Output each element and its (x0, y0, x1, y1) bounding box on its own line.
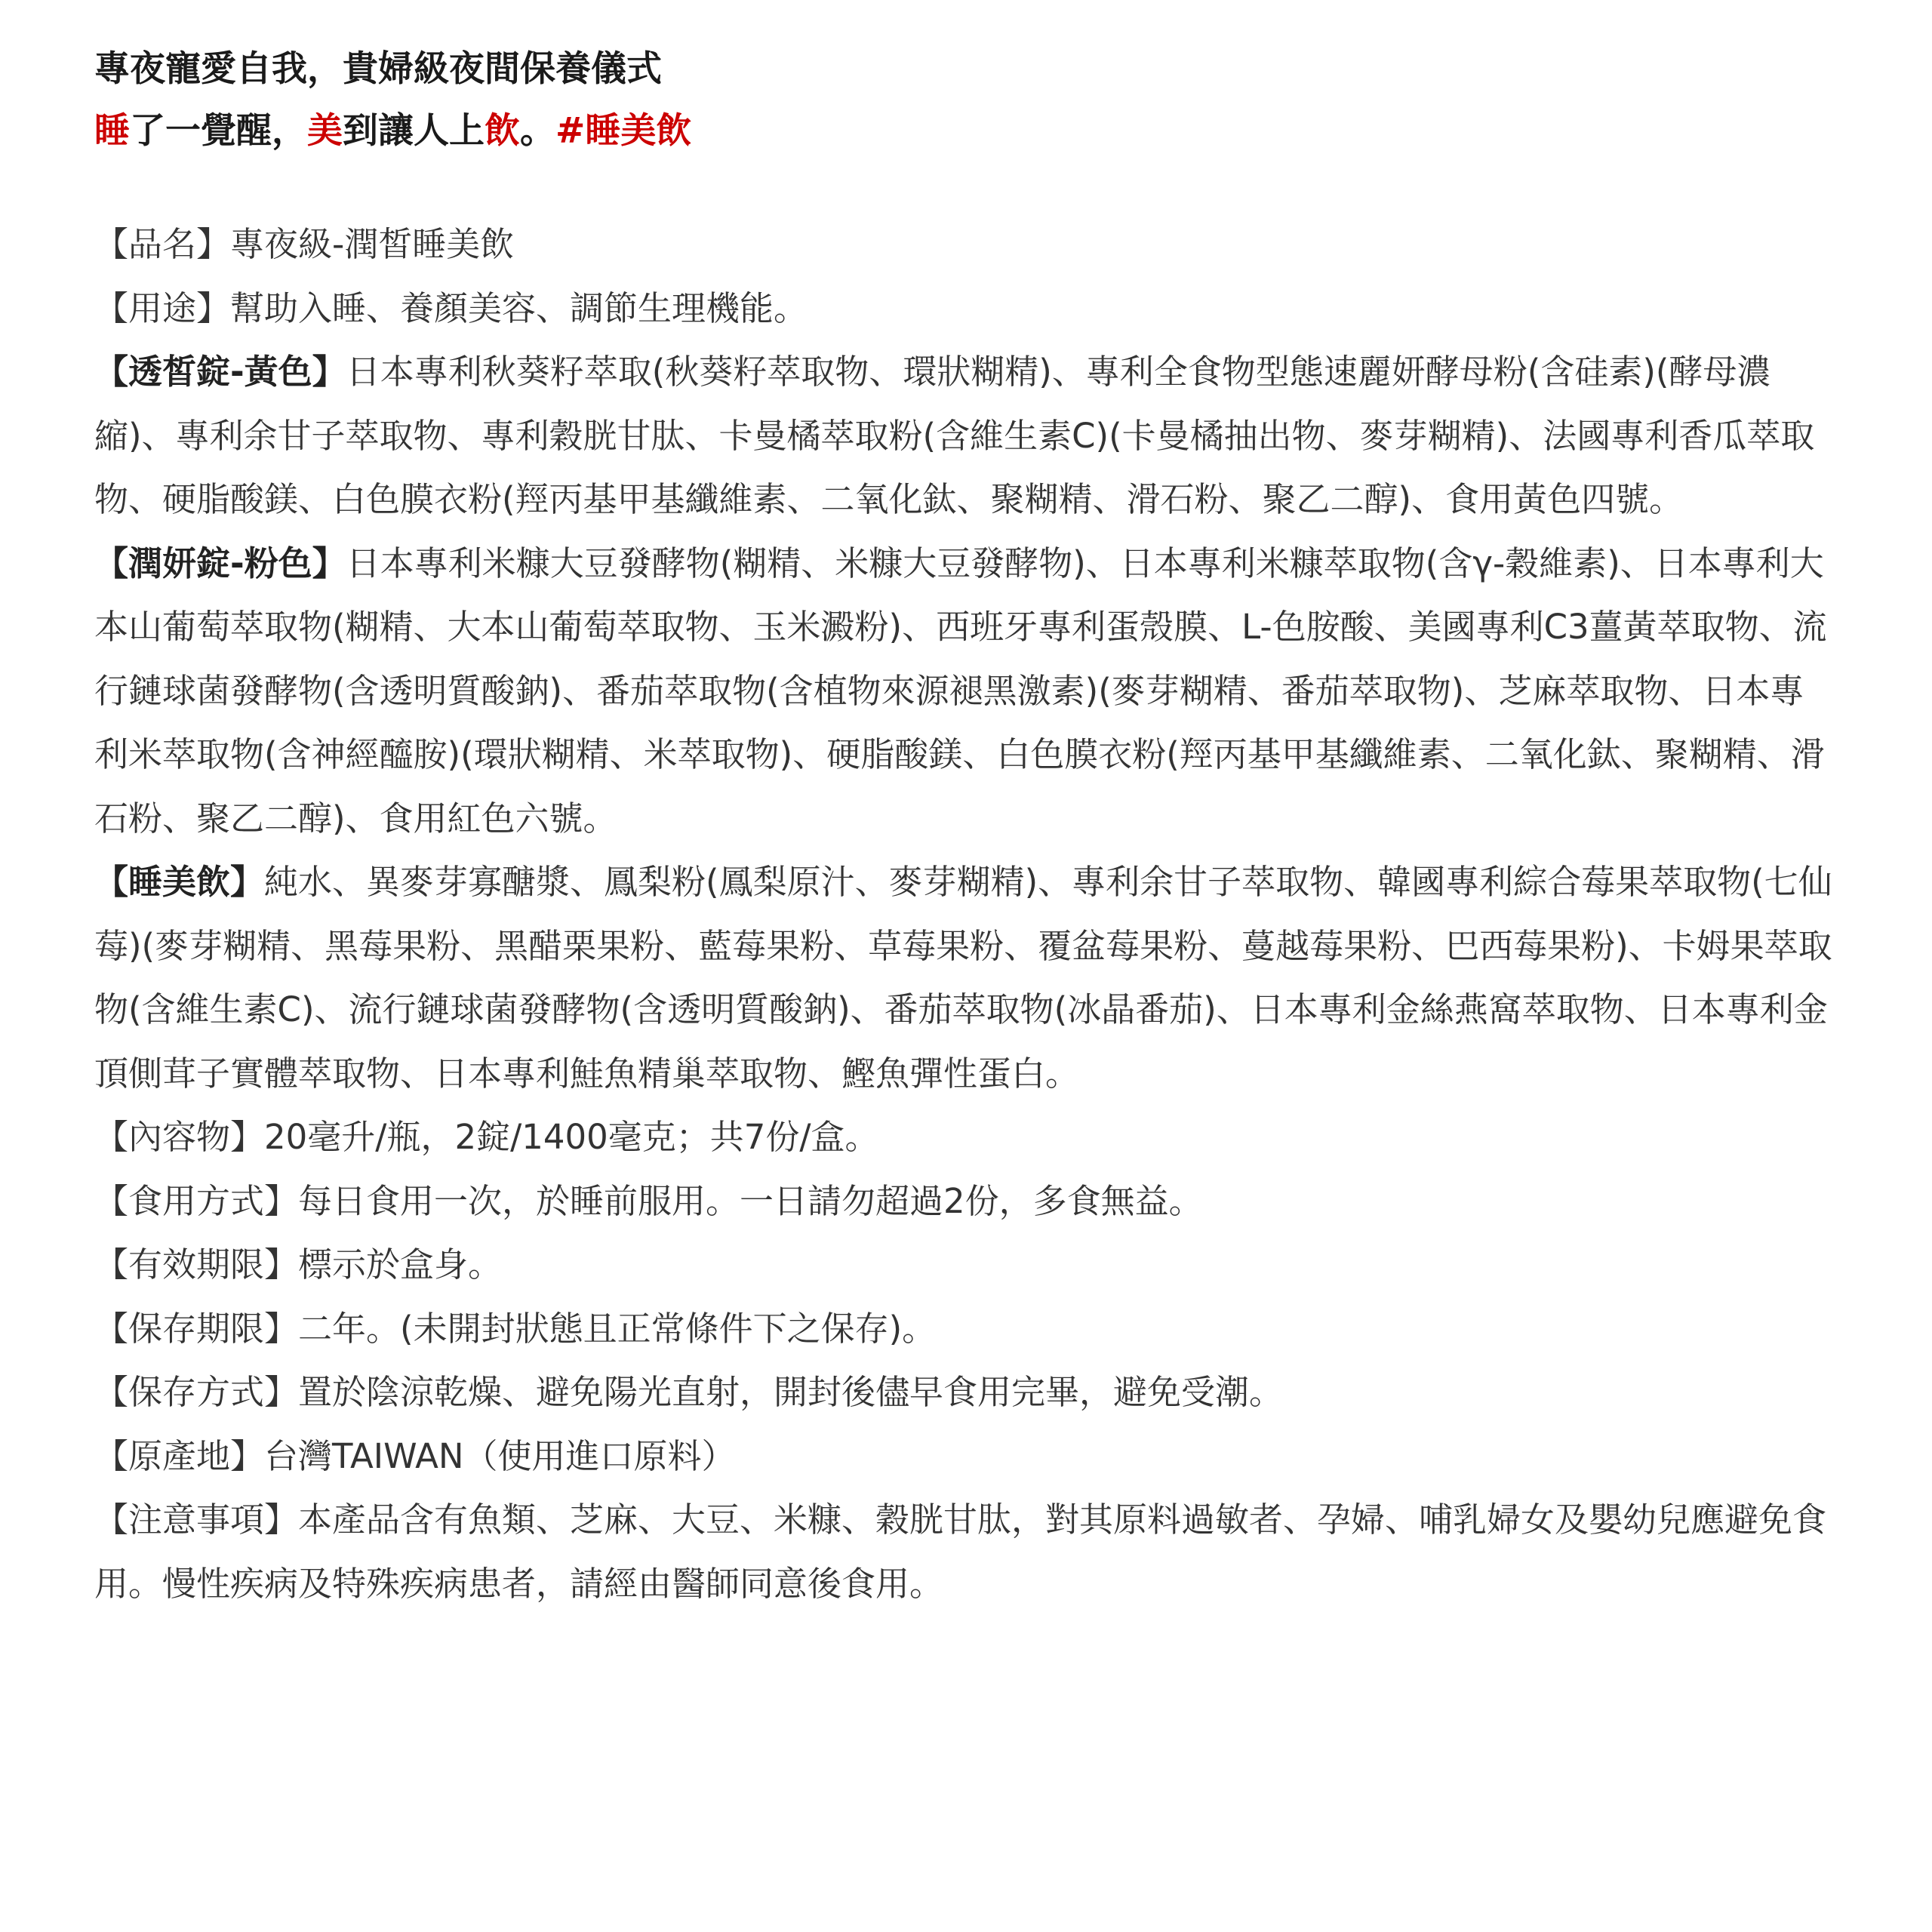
spec-label: 【有效期限】 (94, 1244, 299, 1284)
spec-label: 【睡美飲】 (94, 862, 265, 902)
slogan-part-2: 了一覺醒， (130, 110, 307, 152)
spec-shelf-life (94, 1297, 1838, 1361)
spec-value: 幫助入睡、養顏美容、調節生理機能。 (230, 288, 808, 328)
spec-label: 【保存方式】 (94, 1372, 299, 1412)
headline-slogan (94, 109, 1838, 154)
headline-title (94, 47, 1838, 92)
spec-label: 【品名】 (94, 224, 231, 264)
slogan-hashtag: #睡美飲 (555, 110, 692, 152)
slogan-part-6: 。 (520, 110, 555, 152)
spec-pink-tablet (94, 532, 1838, 851)
spec-label: 【食用方式】 (94, 1180, 299, 1221)
spec-expiry (94, 1233, 1838, 1297)
spec-value: 20毫升/瓶，2錠/1400毫克；共7份/盒。 (264, 1117, 879, 1157)
spec-product-name (94, 213, 1838, 277)
product-spec-list (94, 213, 1838, 1616)
spec-value: 日本專利秋葵籽萃取(秋葵籽萃取物、環狀糊精)、專利全食物型態速麗妍酵母粉(含硅素)(酵母濃縮)、專利余甘子萃取物、專利穀胱甘肽、卡曼橘萃取粉(含維生素C)(卡曼橘抽出物、麥芽糊精)、法國專利香瓜萃取物、硬脂酸鎂、白色膜衣粉(羥丙基甲基纖維素、二氧化鈦、聚糊精、滑石粉、聚乙二醇)、食用黃色四號。 (94, 352, 1815, 519)
spec-directions (94, 1170, 1838, 1234)
slogan-part-4: 到讓人上 (343, 110, 485, 152)
spec-notes (94, 1488, 1838, 1616)
spec-label: 【保存期限】 (94, 1308, 299, 1349)
spec-storage (94, 1361, 1838, 1425)
spec-label: 【用途】 (94, 288, 231, 328)
spec-value: 二年。(未開封狀態且正常條件下之保存)。 (298, 1308, 937, 1349)
slogan-part-3: 美 (307, 110, 343, 152)
spec-value: 台灣TAIWAN（使用進口原料） (264, 1435, 736, 1476)
spec-value: 每日食用一次，於睡前服用。一日請勿超過2份，多食無益。 (298, 1180, 1203, 1221)
spec-drink (94, 851, 1838, 1106)
spec-usage (94, 277, 1838, 341)
spec-origin (94, 1425, 1838, 1489)
slogan-part-1: 睡 (94, 110, 130, 152)
spec-yellow-tablet (94, 340, 1838, 532)
spec-value: 純水、異麥芽寡醣漿、鳳梨粉(鳳梨原汁、麥芽糊精)、專利余甘子萃取物、韓國專利綜合莓果萃取物(七仙莓)(麥芽糊精、黑莓果粉、黑醋栗果粉、藍莓果粉、草莓果粉、覆盆莓果粉、蔓越莓果粉、巴西莓果粉)、卡姆果萃取物(含維生素C)、流行鏈球菌發酵物(含透明質酸鈉)、番茄萃取物(冰晶番茄)、日本專利金絲燕窩萃取物、日本專利金頂側茸子實體萃取物、日本專利鮭魚精巢萃取物、鰹魚彈性蛋白。 (94, 862, 1832, 1094)
spec-label: 【注意事項】 (94, 1500, 299, 1540)
spec-label: 【原產地】 (94, 1435, 265, 1476)
spec-value: 置於陰涼乾燥、避免陽光直射，開封後儘早食用完畢，避免受潮。 (298, 1372, 1284, 1412)
spec-value: 本產品含有魚類、芝麻、大豆、米糠、穀胱甘肽，對其原料過敏者、孕婦、哺乳婦女及嬰幼兒應避免食用。慢性疾病及特殊疾病患者，請經由醫師同意後食用。 (94, 1500, 1827, 1604)
spec-label: 【內容物】 (94, 1117, 265, 1157)
slogan-part-5: 飲 (485, 110, 520, 152)
spec-value: 專夜級-潤皙睡美飲 (230, 224, 515, 264)
spec-value: 日本專利米糠大豆發酵物(糊精、米糠大豆發酵物)、日本專利米糠萃取物(含γ-穀維素)、日本專利大本山葡萄萃取物(糊精、大本山葡萄萃取物、玉米澱粉)、西班牙專利蛋殼膜、L-色胺酸、美國專利C3薑黃萃取物、流行鏈球菌發酵物(含透明質酸鈉)、番茄萃取物(含植物來源褪黑激素)(麥芽糊精、番茄萃取物)、芝麻萃取物、日本專利米萃取物(含神經醯胺)(環狀糊精、米萃取物)、硬脂酸鎂、白色膜衣粉(羥丙基甲基纖維素、二氧化鈦、聚糊精、滑石粉、聚乙二醇)、食用紅色六號。 (94, 543, 1827, 838)
headline-line1: 專夜寵愛自我，貴婦級夜間保養儀式 (94, 48, 662, 90)
spec-contents (94, 1106, 1838, 1170)
spec-label: 【透皙錠-黃色】 (94, 352, 346, 392)
spec-label: 【潤妍錠-粉色】 (94, 543, 346, 583)
spec-value: 標示於盒身。 (298, 1244, 503, 1284)
